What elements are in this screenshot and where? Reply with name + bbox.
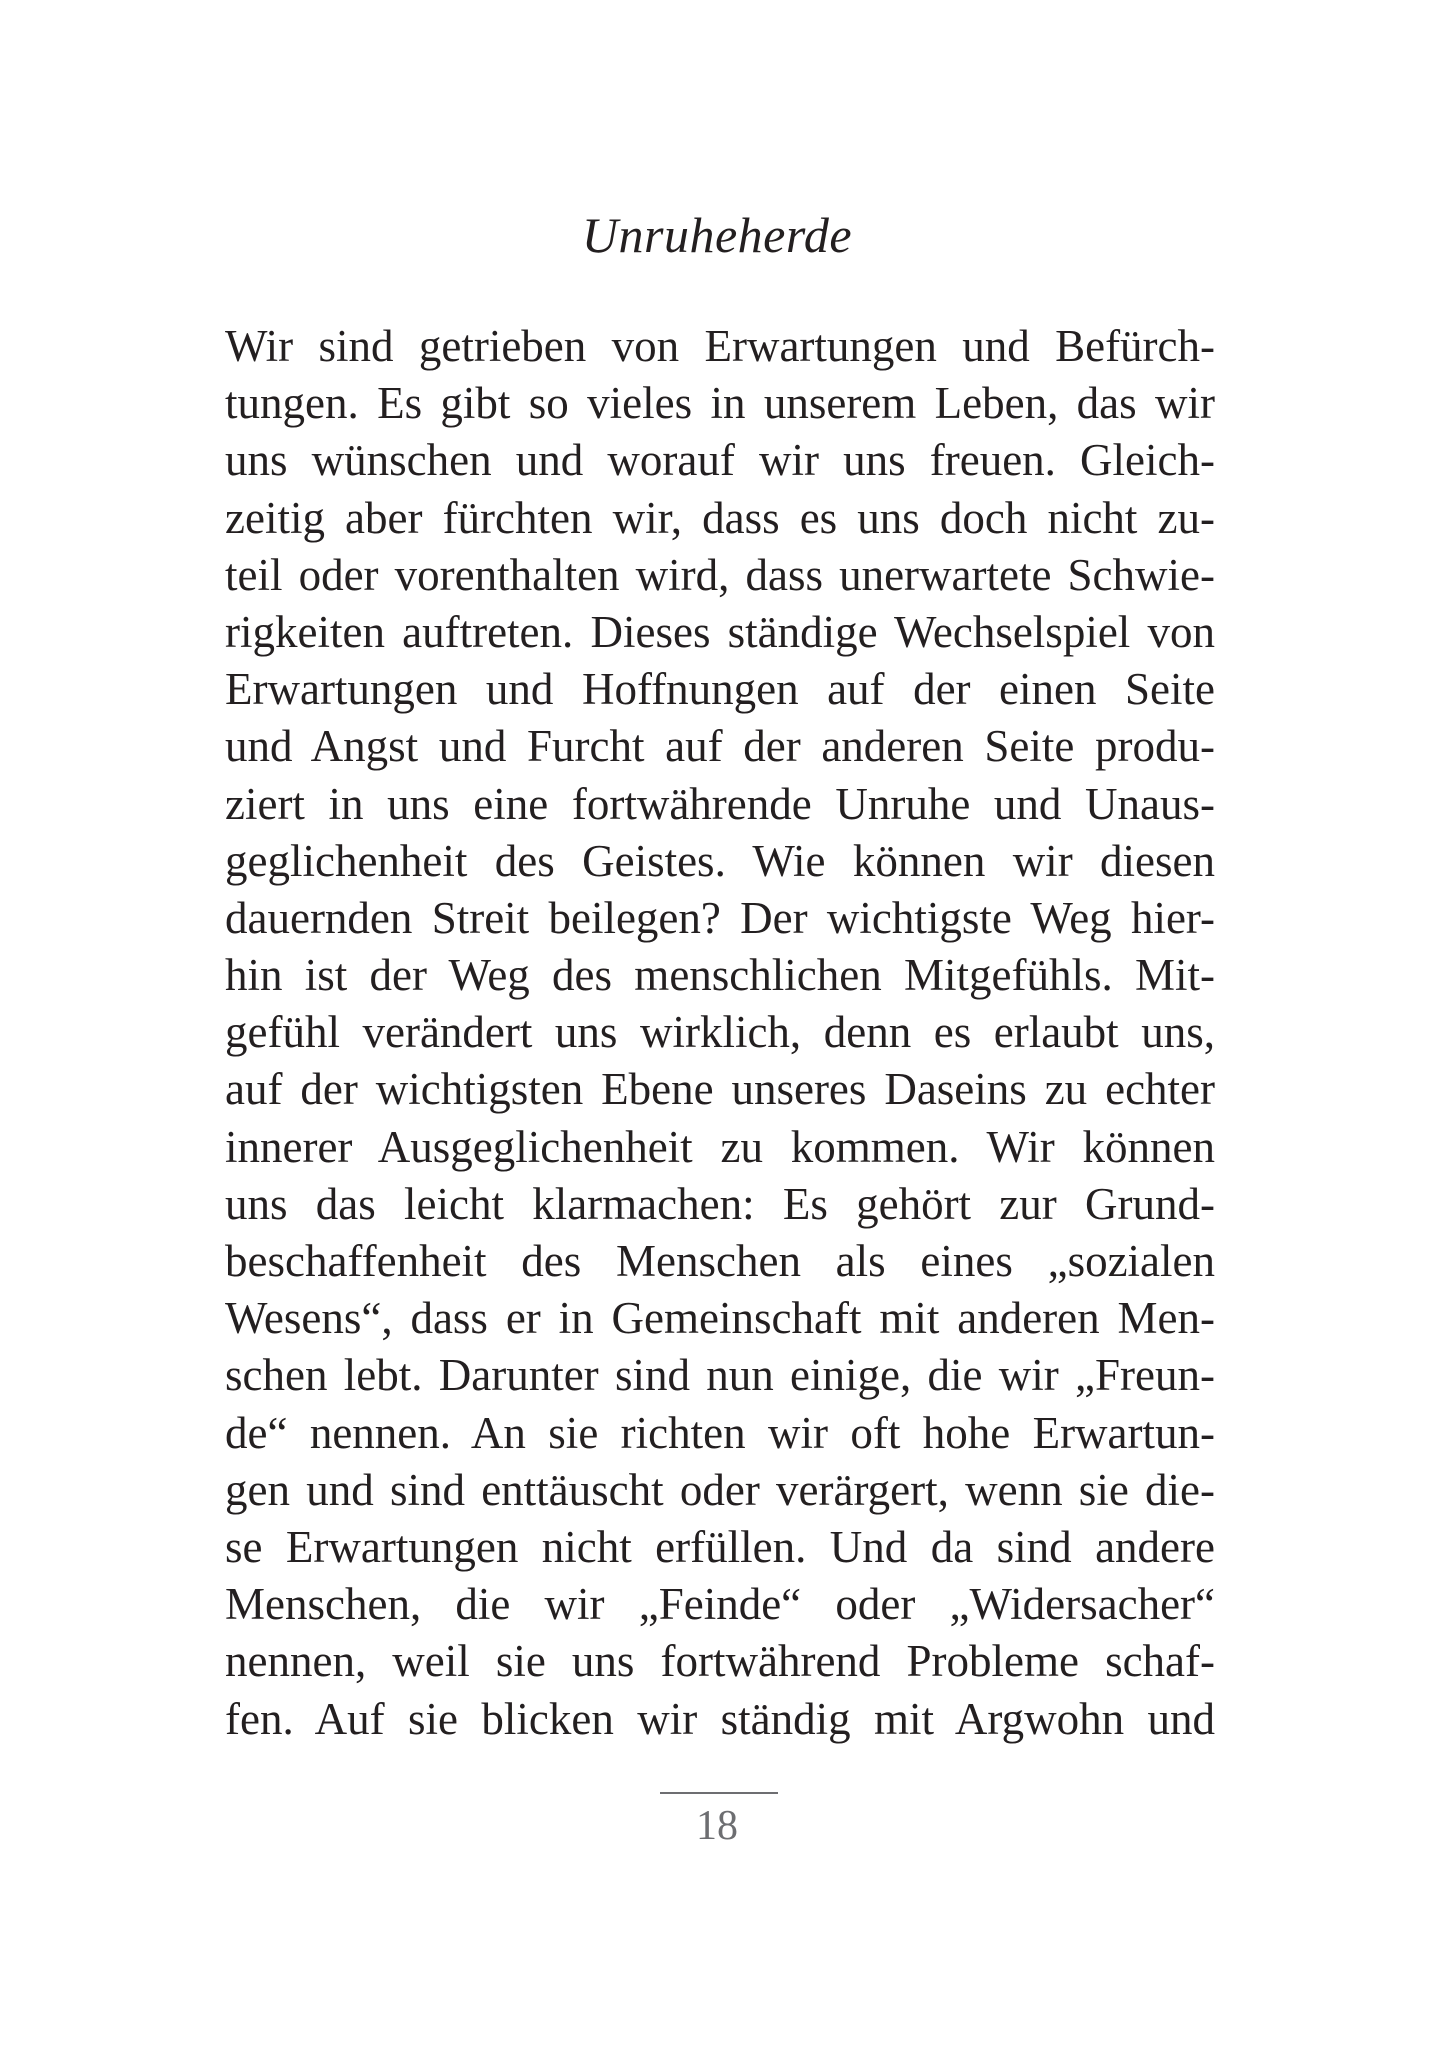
text-line: teil oder vorenthalten wird, dass unerwartete Schwie- <box>225 549 1215 600</box>
page-number: 18 <box>696 1803 738 1849</box>
text-line: dauernden Streit beilegen? Der wichtigste Weg hier- <box>225 892 1215 943</box>
text-line: Wir sind getrieben von Erwartungen und Befürch- <box>225 321 1215 371</box>
text-line: tungen. Es gibt so vieles in unserem Leben, das wir <box>225 378 1215 429</box>
text-line: schen lebt. Darunter sind nun einige, die wir „Freun- <box>225 1350 1215 1401</box>
text-line: zeitig aber fürchten wir, dass es uns doch nicht zu- <box>225 492 1215 543</box>
text-line: geglichenheit des Geistes. Wie können wir diesen <box>225 835 1215 886</box>
text-line: uns wünschen und worauf wir uns freuen. Gleich- <box>225 435 1215 486</box>
text-line: uns das leicht klarmachen: Es gehört zur Grund- <box>225 1178 1215 1229</box>
page-number-rule <box>660 1792 778 1794</box>
body-text <box>225 318 1215 1748</box>
text-line: se Erwartungen nicht erfüllen. Und da sind andere <box>225 1521 1215 1572</box>
text-line: hin ist der Weg des menschlichen Mitgefühls. Mit- <box>225 950 1215 1001</box>
text-line: und Angst und Furcht auf der anderen Seite produ- <box>225 721 1215 772</box>
text-line: gefühl verändert uns wirklich, denn es erlaubt uns, <box>225 1007 1215 1058</box>
text-line: innerer Ausgeglichenheit zu kommen. Wir können <box>225 1121 1215 1172</box>
text-line: nennen, weil sie uns fortwährend Probleme schaf- <box>225 1636 1215 1687</box>
text-line: fen. Auf sie blicken wir ständig mit Argwohn und <box>225 1693 1215 1744</box>
text-line: auf der wichtigsten Ebene unseres Daseins zu echter <box>225 1064 1215 1115</box>
text-line: Wesens“, dass er in Gemeinschaft mit anderen Men- <box>225 1293 1215 1344</box>
chapter-title: Unruheherde <box>581 207 853 263</box>
text-line: gen und sind enttäuscht oder verärgert, wenn sie die- <box>225 1464 1215 1515</box>
text-line: Erwartungen und Hoffnungen auf der einen Seite <box>225 664 1215 715</box>
text-line: rigkeiten auftreten. Dieses ständige Wechselspiel von <box>225 606 1215 657</box>
text-line: ziert in uns eine fortwährende Unruhe und Unaus- <box>225 778 1215 829</box>
text-line: Menschen, die wir „Feinde“ oder „Widersacher“ <box>225 1579 1215 1630</box>
text-line: de“ nennen. An sie richten wir oft hohe Erwartun- <box>225 1407 1215 1458</box>
text-line: beschaffenheit des Menschen als eines „sozialen <box>225 1236 1215 1286</box>
